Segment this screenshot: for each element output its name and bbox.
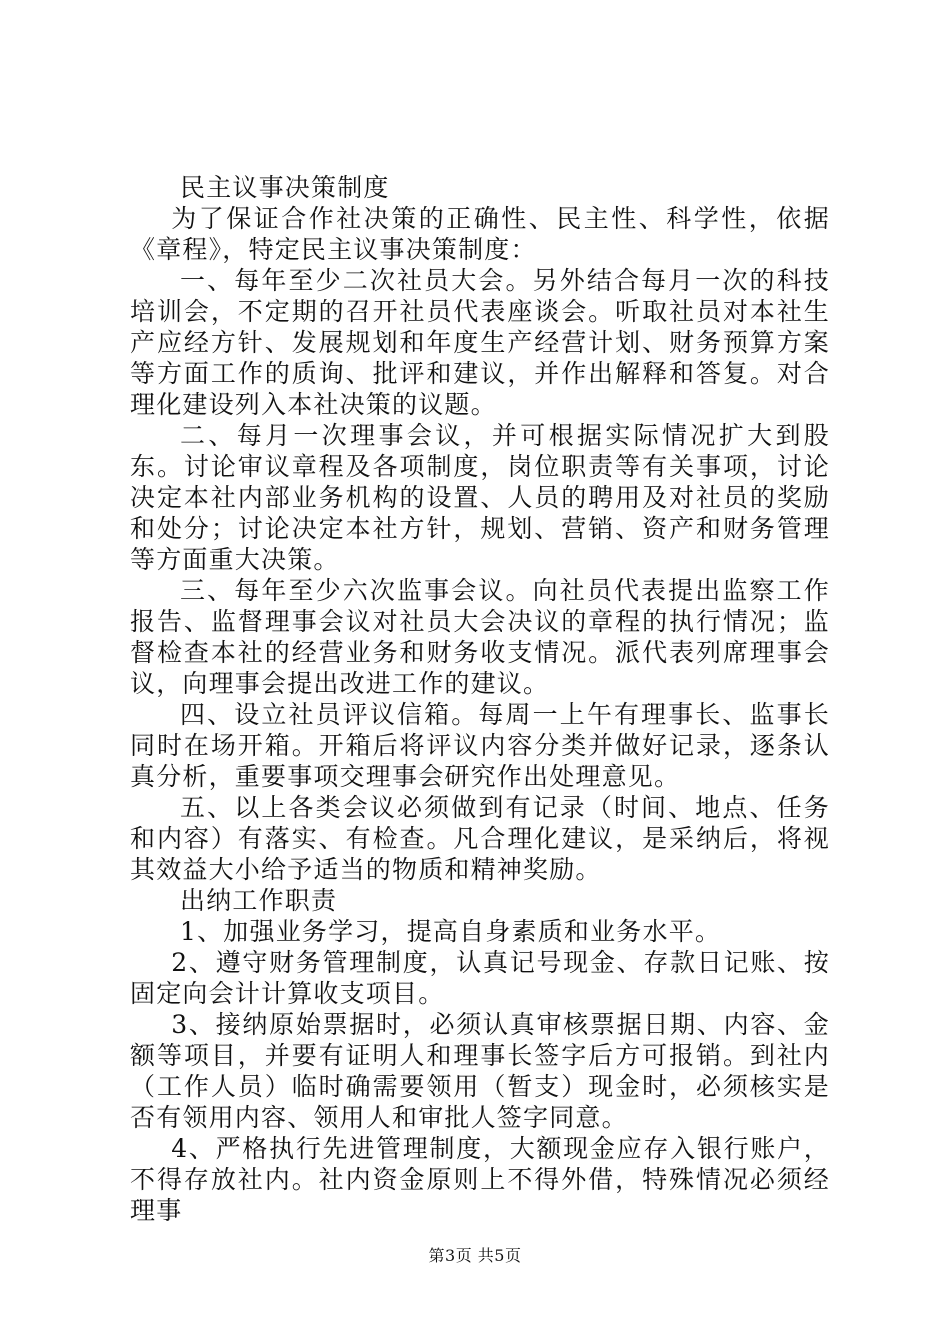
- paragraph-duty-3: 3、接纳原始票据时，必须认真审核票据日期、内容、金额等项目，并要有证明人和理事长签字后方可报销。到社内（工作人员）临时确需要领用（暂支）现金时，必须核实是否有领用内容、领用人和审批人签字同意。: [130, 1010, 830, 1132]
- paragraph-item-3: 三、每年至少六次监事会议。向社员代表提出监察工作报告、监督理事会议对社员大会决议的章程的执行情况；监督检查本社的经营业务和财务收支情况。派代表列席理事会议，向理事会提出改进工作的建议。: [130, 576, 830, 698]
- paragraph-item-1: 一、每年至少二次社员大会。另外结合每月一次的科技培训会，不定期的召开社员代表座谈会。听取社员对本社生产应经方针、发展规划和年度生产经营计划、财务预算方案等方面工作的质询、批评和建议，并作出解释和答复。对合理化建设列入本社决策的议题。: [130, 266, 830, 419]
- paragraph-item-2: 二、每月一次理事会议，并可根据实际情况扩大到股东。讨论审议章程及各项制度，岗位职责等有关事项，讨论决定本社内部业务机构的设置、人员的聘用及对社员的奖励和处分；讨论决定本社方针，规划、营销、资产和财务管理等方面重大决策。: [130, 421, 830, 574]
- section-title-democratic-decision: 民主议事决策制度: [180, 173, 390, 202]
- paragraph-item-4: 四、设立社员评议信箱。每周一上午有理事长、监事长同时在场开箱。开箱后将评议内容分类并做好记录，逐条认真分析，重要事项交理事会研究作出处理意见。: [130, 700, 830, 791]
- paragraph-duty-2: 2、遵守财务管理制度，认真记号现金、存款日记账、按固定向会计计算收支项目。: [130, 948, 830, 1008]
- document-body: [130, 172, 830, 1226]
- paragraph-intro: 为了保证合作社决策的正确性、民主性、科学性，依据《章程》，特定民主议事决策制度：: [130, 204, 830, 264]
- paragraph-duty-4: 4、严格执行先进管理制度，大额现金应存入银行账户，不得存放社内。社内资金原则上不得外借，特殊情况必须经理事: [130, 1134, 830, 1225]
- paragraph-duty-1: 1、加强业务学习，提高自身素质和业务水平。: [180, 917, 722, 946]
- paragraph-item-5: 五、以上各类会议必须做到有记录（时间、地点、任务和内容）有落实、有检查。凡合理化建议，是采纳后，将视其效益大小给予适当的物质和精神奖励。: [130, 793, 830, 884]
- page-number-footer: 第3页 共5页: [428, 1246, 522, 1265]
- section-title-cashier-duties: 出纳工作职责: [180, 886, 338, 915]
